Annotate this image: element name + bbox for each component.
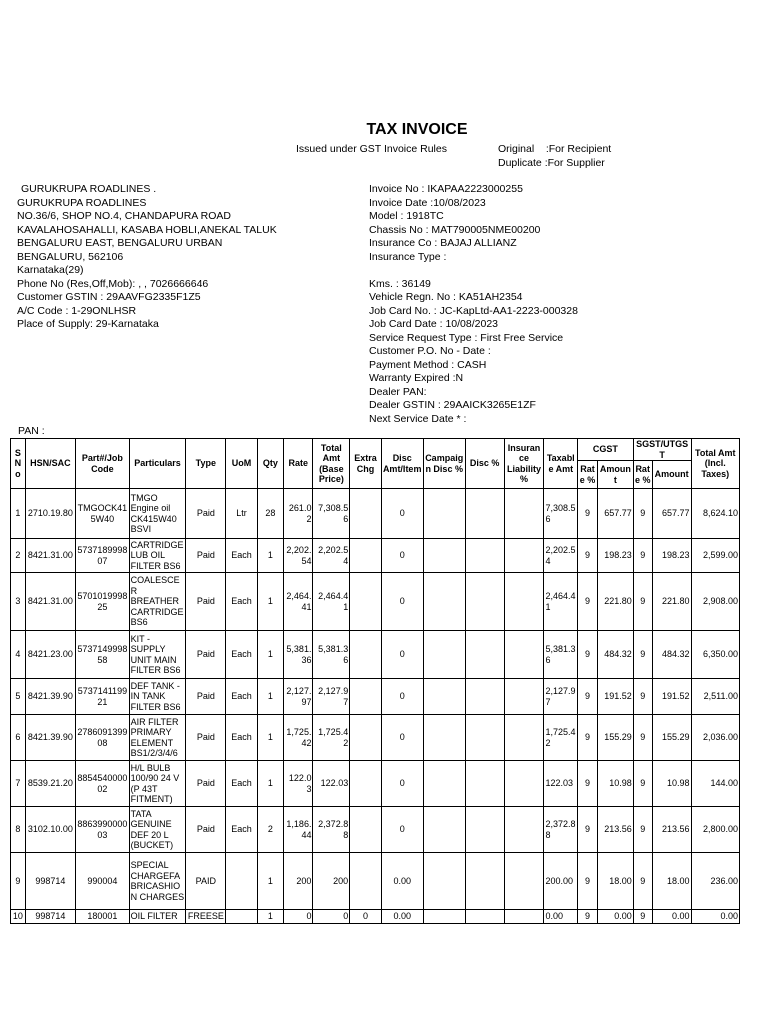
cell-uom: Each [226,539,258,573]
cell-disc-amt: 0 [381,807,423,853]
cell-insurance [504,679,544,715]
header-hsn: HSN/SAC [25,439,75,489]
cell-uom: Each [226,679,258,715]
cell-insurance [504,489,544,539]
cell-hsn: 3102.10.00 [25,807,75,853]
header-sgst-rate: Rate % [633,461,652,489]
cell-insurance [504,715,544,761]
table-row [11,715,740,761]
cell-disc-amt: 0 [381,573,423,631]
cell-extra [350,573,382,631]
cell-part: 180001 [76,910,130,924]
table-row [11,679,740,715]
cell-part: 573718999807 [76,539,130,573]
cell-rate: 1,186.44 [284,807,313,853]
address-line: KAVALAHOSAHALLI, KASABA HOBLI,ANEKAL TALUK [17,223,277,236]
address-line: GURUKRUPA ROADLINES . [21,183,157,195]
cell-campaign [423,679,465,715]
cell-type: Paid [186,489,226,539]
cell-extra: 0 [350,910,382,924]
header-total-amt: Total Amt (Base Price) [313,439,350,489]
cell-qty: 1 [257,761,283,807]
cell-taxable: 200.00 [544,853,578,910]
header-particulars: Particulars [129,439,186,489]
cell-sgst-rate: 9 [633,807,652,853]
table-row [11,539,740,573]
header-grand-total: Total Amt (Incl. Taxes) [691,439,739,489]
cell-campaign [423,573,465,631]
cell-insurance [504,761,544,807]
header-cgst-rate: Rate % [578,461,598,489]
cell-cgst-amt: 10.98 [598,761,634,807]
cell-uom: Each [226,573,258,631]
cell-grand: 2,511.00 [691,679,739,715]
cell-grand: 236.00 [691,853,739,910]
cell-taxable: 2,127.97 [544,679,578,715]
cell-extra [350,715,382,761]
cell-cgst-amt: 213.56 [598,807,634,853]
cell-disc-amt: 0 [381,631,423,679]
cell-grand: 0.00 [691,910,739,924]
cell-cgst-rate: 9 [578,715,598,761]
cell-sno: 9 [11,853,26,910]
invoice-info-line: Invoice Date :10/08/2023 [369,196,486,209]
cell-hsn: 998714 [25,910,75,924]
address-line: BENGALURU, 562106 [17,250,124,263]
address-line: Customer GSTIN : 29AAVFG2335F1Z5 [17,291,201,303]
cell-rate: 2,127.97 [284,679,313,715]
address-line: NO.36/6, SHOP NO.4, CHANDAPURA ROAD [17,210,231,222]
invoice-info-line: Job Card Date : 10/08/2023 [369,318,499,330]
cell-disc-amt: 0 [381,539,423,573]
address-line: Place of Supply: 29-Karnataka [17,318,159,330]
cell-particulars: CARTRIDGE LUB OIL FILTER BS6 [129,539,186,573]
cell-type: Paid [186,761,226,807]
cell-insurance [504,573,544,631]
table-row [11,489,740,539]
invoice-details-block [369,183,578,426]
cell-hsn: 8421.31.00 [25,539,75,573]
cell-total: 7,308.56 [313,489,350,539]
cell-cgst-rate: 9 [578,489,598,539]
cell-qty: 1 [257,853,283,910]
header-cgst: CGST [578,439,634,461]
cell-part: 886399000003 [76,807,130,853]
cell-part: TMGOCK415W40 [76,489,130,539]
cell-uom [226,853,258,910]
cell-sgst-amt: 213.56 [652,807,691,853]
address-line: BENGALURU EAST, BENGALURU URBAN [17,237,223,249]
cell-rate: 122.03 [284,761,313,807]
cell-disc-pct [465,679,504,715]
invoice-info-line: Insurance Type : [369,250,447,263]
customer-address-block [17,183,277,332]
cell-sgst-amt: 191.52 [652,679,691,715]
cell-disc-pct [465,489,504,539]
cell-qty: 1 [257,573,283,631]
cell-cgst-amt: 221.80 [598,573,634,631]
invoice-info-line: Next Service Date * : [369,412,467,425]
cell-particulars: DEF TANK - IN TANK FILTER BS6 [129,679,186,715]
cell-campaign [423,631,465,679]
cell-cgst-rate: 9 [578,910,598,924]
cell-rate: 5,381.36 [284,631,313,679]
invoice-info-line: Kms. : 36149 [369,277,431,290]
cell-uom: Each [226,807,258,853]
cell-campaign [423,489,465,539]
cell-rate: 1,725.42 [284,715,313,761]
cell-qty: 1 [257,631,283,679]
cell-total: 2,127.97 [313,679,350,715]
table-row [11,631,740,679]
cell-part: 573714999858 [76,631,130,679]
cell-qty: 1 [257,715,283,761]
table-row [11,761,740,807]
cell-taxable: 2,372.88 [544,807,578,853]
invoice-subtitle: Issued under GST Invoice Rules [296,143,447,155]
cell-hsn: 8539.21.20 [25,761,75,807]
cell-sno: 4 [11,631,26,679]
header-cgst-amount: Amount [598,461,634,489]
table-row [11,573,740,631]
line-items-table [10,438,740,924]
cell-type: Paid [186,715,226,761]
cell-sgst-amt: 155.29 [652,715,691,761]
cell-disc-amt: 0 [381,489,423,539]
cell-qty: 1 [257,539,283,573]
cell-cgst-rate: 9 [578,539,598,573]
header-insurance-liability: Insurance Liability % [504,439,544,489]
cell-qty: 1 [257,910,283,924]
cell-taxable: 5,381.36 [544,631,578,679]
invoice-info-line: Vehicle Regn. No : KA51AH2354 [369,291,523,303]
address-line: GURUKRUPA ROADLINES [17,196,147,209]
cell-type: Paid [186,807,226,853]
cell-disc-amt: 0 [381,761,423,807]
cell-campaign [423,807,465,853]
cell-extra [350,489,382,539]
invoice-info-line: Job Card No. : JC-KapLtd-AA1-2223-000328 [369,304,578,317]
cell-sno: 3 [11,573,26,631]
header-sno: S No [11,439,26,489]
cell-cgst-rate: 9 [578,853,598,910]
cell-extra [350,761,382,807]
cell-grand: 6,350.00 [691,631,739,679]
cell-sno: 10 [11,910,26,924]
cell-particulars: SPECIAL CHARGEFA BRICASHION CHARGES [129,853,186,910]
cell-disc-pct [465,631,504,679]
cell-type: Paid [186,679,226,715]
cell-uom [226,910,258,924]
cell-hsn: 2710.19.80 [25,489,75,539]
cell-hsn: 8421.39.90 [25,679,75,715]
cell-sgst-rate: 9 [633,489,652,539]
cell-insurance [504,631,544,679]
header-type: Type [186,439,226,489]
cell-sgst-amt: 0.00 [652,910,691,924]
cell-total: 122.03 [313,761,350,807]
header-disc-amt: Disc Amt/Item [381,439,423,489]
cell-type: FREESE [186,910,226,924]
cell-sgst-amt: 198.23 [652,539,691,573]
cell-taxable: 2,202.54 [544,539,578,573]
header-taxable-amt: Taxable Amt [544,439,578,489]
cell-sgst-rate: 9 [633,539,652,573]
cell-cgst-amt: 18.00 [598,853,634,910]
cell-total: 200 [313,853,350,910]
cell-cgst-amt: 657.77 [598,489,634,539]
cell-grand: 144.00 [691,761,739,807]
table-row [11,807,740,853]
cell-extra [350,679,382,715]
cell-disc-pct [465,807,504,853]
cell-cgst-rate: 9 [578,631,598,679]
invoice-info-line: Chassis No : MAT790005NME00200 [369,223,541,236]
cell-uom: Each [226,631,258,679]
header-qty: Qty [257,439,283,489]
header-sgst-amount: Amount [652,461,691,489]
cell-type: Paid [186,631,226,679]
cell-sgst-rate: 9 [633,853,652,910]
cell-taxable: 1,725.42 [544,715,578,761]
cell-insurance [504,853,544,910]
cell-total: 2,202.54 [313,539,350,573]
cell-cgst-rate: 9 [578,679,598,715]
cell-total: 5,381.36 [313,631,350,679]
cell-cgst-rate: 9 [578,573,598,631]
cell-extra [350,631,382,679]
cell-rate: 261.02 [284,489,313,539]
cell-insurance [504,910,544,924]
copy-designation [498,143,611,170]
cell-sgst-amt: 18.00 [652,853,691,910]
cell-grand: 2,800.00 [691,807,739,853]
cell-disc-amt: 0.00 [381,910,423,924]
cell-particulars: OIL FILTER [129,910,186,924]
header-rate: Rate [284,439,313,489]
header-part: Part#/Job Code [76,439,130,489]
cell-type: Paid [186,539,226,573]
cell-rate: 200 [284,853,313,910]
cell-grand: 2,599.00 [691,539,739,573]
cell-total: 1,725.42 [313,715,350,761]
cell-type: Paid [186,573,226,631]
cell-particulars: COALESCER BREATHER CARTRIDGE BS6 [129,573,186,631]
cell-taxable: 2,464.41 [544,573,578,631]
cell-sgst-amt: 10.98 [652,761,691,807]
cell-cgst-rate: 9 [578,761,598,807]
cell-extra [350,807,382,853]
address-line: Phone No (Res,Off,Mob): , , 7026666646 [17,277,209,290]
cell-sno: 1 [11,489,26,539]
cell-sno: 8 [11,807,26,853]
cell-part: 278609139908 [76,715,130,761]
duplicate-copy-label: Duplicate :For Supplier [498,156,605,169]
header-sgst: SGST/UTGST [633,439,691,461]
cell-disc-pct [465,853,504,910]
cell-campaign [423,910,465,924]
cell-sgst-amt: 657.77 [652,489,691,539]
cell-sno: 2 [11,539,26,573]
cell-insurance [504,539,544,573]
cell-hsn: 8421.23.00 [25,631,75,679]
invoice-info-line: Payment Method : CASH [369,358,487,371]
cell-part: 573714119921 [76,679,130,715]
cell-sgst-rate: 9 [633,715,652,761]
cell-uom: Each [226,761,258,807]
invoice-info-line: Dealer PAN: [369,385,427,398]
cell-rate: 2,202.54 [284,539,313,573]
cell-cgst-amt: 0.00 [598,910,634,924]
cell-disc-amt: 0 [381,715,423,761]
cell-qty: 2 [257,807,283,853]
cell-total: 2,464.41 [313,573,350,631]
cell-part: 570101999825 [76,573,130,631]
header-extra-chg: Extra Chg [350,439,382,489]
cell-grand: 8,624.10 [691,489,739,539]
cell-grand: 2,908.00 [691,573,739,631]
pan-label: PAN : [18,425,45,437]
cell-sgst-rate: 9 [633,679,652,715]
cell-sgst-rate: 9 [633,761,652,807]
invoice-info-line: Service Request Type : First Free Service [369,331,564,344]
cell-uom: Ltr [226,489,258,539]
cell-extra [350,853,382,910]
cell-uom: Each [226,715,258,761]
cell-sgst-rate: 9 [633,631,652,679]
address-line: Karnataka(29) [17,264,84,276]
original-copy-label: Original :For Recipient [498,143,612,155]
cell-disc-pct [465,573,504,631]
header-campaign-disc: Campaign Disc % [423,439,465,489]
cell-cgst-amt: 191.52 [598,679,634,715]
cell-sno: 5 [11,679,26,715]
cell-sgst-rate: 9 [633,573,652,631]
cell-campaign [423,715,465,761]
cell-sgst-amt: 221.80 [652,573,691,631]
cell-particulars: H/L BULB 100/90 24 V (P 43T FITMENT) [129,761,186,807]
cell-sgst-rate: 9 [633,910,652,924]
cell-cgst-amt: 155.29 [598,715,634,761]
cell-disc-amt: 0 [381,679,423,715]
invoice-info-line: Dealer GSTIN : 29AAICK3265E1ZF [369,399,536,411]
table-row [11,910,740,924]
cell-hsn: 998714 [25,853,75,910]
cell-part: 885454000002 [76,761,130,807]
invoice-info-line: Warranty Expired :N [369,372,464,384]
invoice-info-line: Invoice No : IKAPAA2223000255 [369,183,523,195]
cell-taxable: 7,308.56 [544,489,578,539]
cell-rate: 0 [284,910,313,924]
cell-rate: 2,464.41 [284,573,313,631]
cell-hsn: 8421.39.90 [25,715,75,761]
cell-disc-pct [465,910,504,924]
cell-taxable: 122.03 [544,761,578,807]
cell-campaign [423,761,465,807]
cell-qty: 28 [257,489,283,539]
cell-extra [350,539,382,573]
invoice-info-line: Customer P.O. No - Date : [369,345,491,357]
cell-particulars: TMGO Engine oil CK415W40 BSVI [129,489,186,539]
header-uom: UoM [226,439,258,489]
invoice-title: TAX INVOICE [366,121,468,138]
cell-disc-pct [465,539,504,573]
invoice-info-line: Model : 1918TC [369,210,444,222]
cell-campaign [423,853,465,910]
cell-disc-pct [465,715,504,761]
invoice-info-line: Insurance Co : BAJAJ ALLIANZ [369,237,517,249]
cell-sgst-amt: 484.32 [652,631,691,679]
cell-disc-pct [465,761,504,807]
cell-part: 990004 [76,853,130,910]
cell-total: 2,372.88 [313,807,350,853]
address-line: A/C Code : 1-29ONLHSR [17,304,137,317]
cell-hsn: 8421.31.00 [25,573,75,631]
cell-taxable: 0.00 [544,910,578,924]
cell-disc-amt: 0.00 [381,853,423,910]
cell-particulars: AIR FILTER PRIMARY ELEMENT BS1/2/3/4/6 [129,715,186,761]
table-row [11,853,740,910]
cell-cgst-amt: 484.32 [598,631,634,679]
cell-particulars: TATA GENUINE DEF 20 L (BUCKET) [129,807,186,853]
cell-particulars: KIT - SUPPLY UNIT MAIN FILTER BS6 [129,631,186,679]
cell-cgst-amt: 198.23 [598,539,634,573]
header-disc-pct: Disc % [465,439,504,489]
cell-campaign [423,539,465,573]
cell-qty: 1 [257,679,283,715]
cell-insurance [504,807,544,853]
cell-total: 0 [313,910,350,924]
cell-type: PAID [186,853,226,910]
cell-sno: 6 [11,715,26,761]
cell-cgst-rate: 9 [578,807,598,853]
cell-grand: 2,036.00 [691,715,739,761]
cell-sno: 7 [11,761,26,807]
